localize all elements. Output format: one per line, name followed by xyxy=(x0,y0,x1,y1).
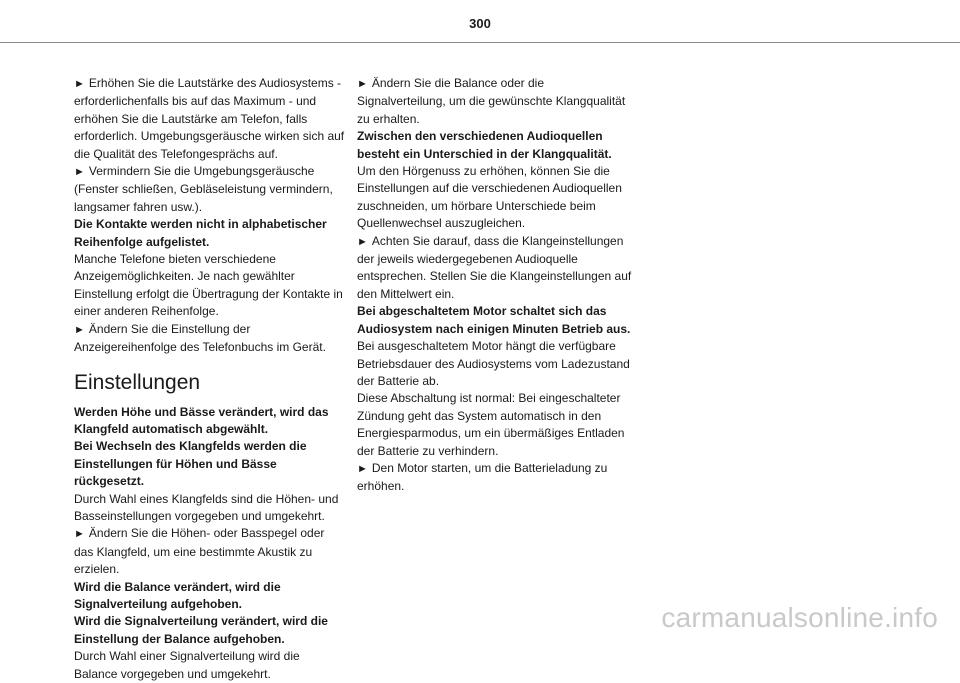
bullet-arrow-icon: ► xyxy=(357,463,368,475)
paragraph-text: Wird die Signalverteilung verändert, wird die Einstellung der Balance aufgehoben. xyxy=(74,614,328,645)
bullet-item xyxy=(74,525,346,578)
right-blocks xyxy=(357,75,633,496)
bullet-arrow-icon: ► xyxy=(74,166,85,178)
paragraph-text: Wird die Balance verändert, wird die Signalverteilung aufgehoben. xyxy=(74,580,281,611)
paragraph-text: Ändern Sie die Einstellung der Anzeigereihenfolge des Telefonbuchs im Gerät. xyxy=(74,322,326,354)
page-number: 300 xyxy=(0,16,960,31)
bullet-arrow-icon: ► xyxy=(357,236,368,248)
bullet-item xyxy=(74,75,346,163)
paragraph xyxy=(74,648,346,683)
paragraph-text: Den Motor starten, um die Batterieladung zu erhöhen. xyxy=(357,461,607,493)
left-column xyxy=(74,75,346,683)
paragraph xyxy=(357,338,633,390)
bullet-arrow-icon: ► xyxy=(74,78,85,90)
paragraph-text: Werden Höhe und Bässe verändert, wird das Klangfeld automatisch abgewählt. xyxy=(74,405,329,436)
paragraph-text: Bei ausgeschaltetem Motor hängt die verfügbare Betriebsdauer des Audiosystems vom Ladezustand der Batterie ab. xyxy=(357,339,630,388)
section-heading: Einstellungen xyxy=(74,370,346,396)
paragraph-text: Bei abgeschaltetem Motor schaltet sich das Audiosystem nach einigen Minuten Betrieb aus. xyxy=(357,304,630,335)
paragraph-text: Ändern Sie die Höhen- oder Basspegel oder das Klangfeld, um eine bestimmte Akustik zu erzielen. xyxy=(74,526,324,576)
paragraph-text: Manche Telefone bieten verschiedene Anzeigemöglichkeiten. Je nach gewählter Einstellung erfolgt die Übertragung der Kontakte in einer anderen Reihenfolge. xyxy=(74,252,343,318)
bullet-item xyxy=(357,233,633,304)
paragraph-text: Achten Sie darauf, dass die Klangeinstellungen der jeweils wiedergegebenen Audioquelle entsprechen. Stellen Sie die Klangeinstellungen auf den Mittelwert ein. xyxy=(357,234,631,301)
bullet-arrow-icon: ► xyxy=(74,324,85,336)
bullet-item xyxy=(74,163,346,216)
bold-paragraph xyxy=(74,216,346,251)
paragraph-text: Die Kontakte werden nicht in alphabetischer Reihenfolge aufgelistet. xyxy=(74,217,327,248)
bold-paragraph xyxy=(74,613,346,648)
paragraph-text: Durch Wahl einer Signalverteilung wird die Balance vorgegeben und umgekehrt. xyxy=(74,649,300,680)
paragraph-text: Erhöhen Sie die Lautstärke des Audiosystems - erforderlichenfalls bis auf das Maximum - und erhöhen Sie die Lautstärke am Telefon, falls erforderlich. Umgebungsgeräusche wirken sich auf die Qualität des Telefongesprächs auf. xyxy=(74,76,344,161)
bold-paragraph xyxy=(74,404,346,439)
bullet-item xyxy=(357,460,633,496)
bullet-arrow-icon: ► xyxy=(74,528,85,540)
header-rule xyxy=(0,42,960,43)
paragraph-text: Bei Wechseln des Klangfelds werden die Einstellungen für Höhen und Bässe rückgesetzt. xyxy=(74,439,307,488)
paragraph xyxy=(357,163,633,233)
bullet-item xyxy=(357,75,633,128)
paragraph xyxy=(357,390,633,460)
paragraph-text: Vermindern Sie die Umgebungsgeräusche (Fenster schließen, Gebläseleistung vermindern, langsamer fahren usw.). xyxy=(74,164,333,214)
bold-paragraph xyxy=(357,128,633,163)
bullet-arrow-icon: ► xyxy=(357,78,368,90)
paragraph-text: Durch Wahl eines Klangfelds sind die Höhen- und Basseinstellungen vorgegeben und umgekehrt. xyxy=(74,492,338,523)
watermark-text: carmanualsonline.info xyxy=(661,602,938,634)
bold-paragraph xyxy=(74,438,346,490)
bold-paragraph xyxy=(357,303,633,338)
paragraph-text: Zwischen den verschiedenen Audioquellen besteht ein Unterschied in der Klangqualität. xyxy=(357,129,612,160)
paragraph-text: Diese Abschaltung ist normal: Bei eingeschalteter Zündung geht das System automatisch in den Energiesparmodus, um ein übermäßiges Entladen der Batterie zu verhindern. xyxy=(357,391,624,457)
paragraph xyxy=(74,251,346,321)
paragraph-text: Um den Hörgenuss zu erhöhen, können Sie die Einstellungen auf die verschiedenen Audioquellen zuschneiden, um hörbare Unterschiede beim Quellenwechsel auszugleichen. xyxy=(357,164,622,230)
bullet-item xyxy=(74,321,346,357)
left-blocks-before-heading xyxy=(74,75,346,357)
left-blocks-after-heading xyxy=(74,404,346,683)
paragraph xyxy=(74,491,346,526)
paragraph-text: Ändern Sie die Balance oder die Signalverteilung, um die gewünschte Klangqualität zu erhalten. xyxy=(357,76,625,126)
right-column xyxy=(357,75,633,496)
bold-paragraph xyxy=(74,579,346,614)
